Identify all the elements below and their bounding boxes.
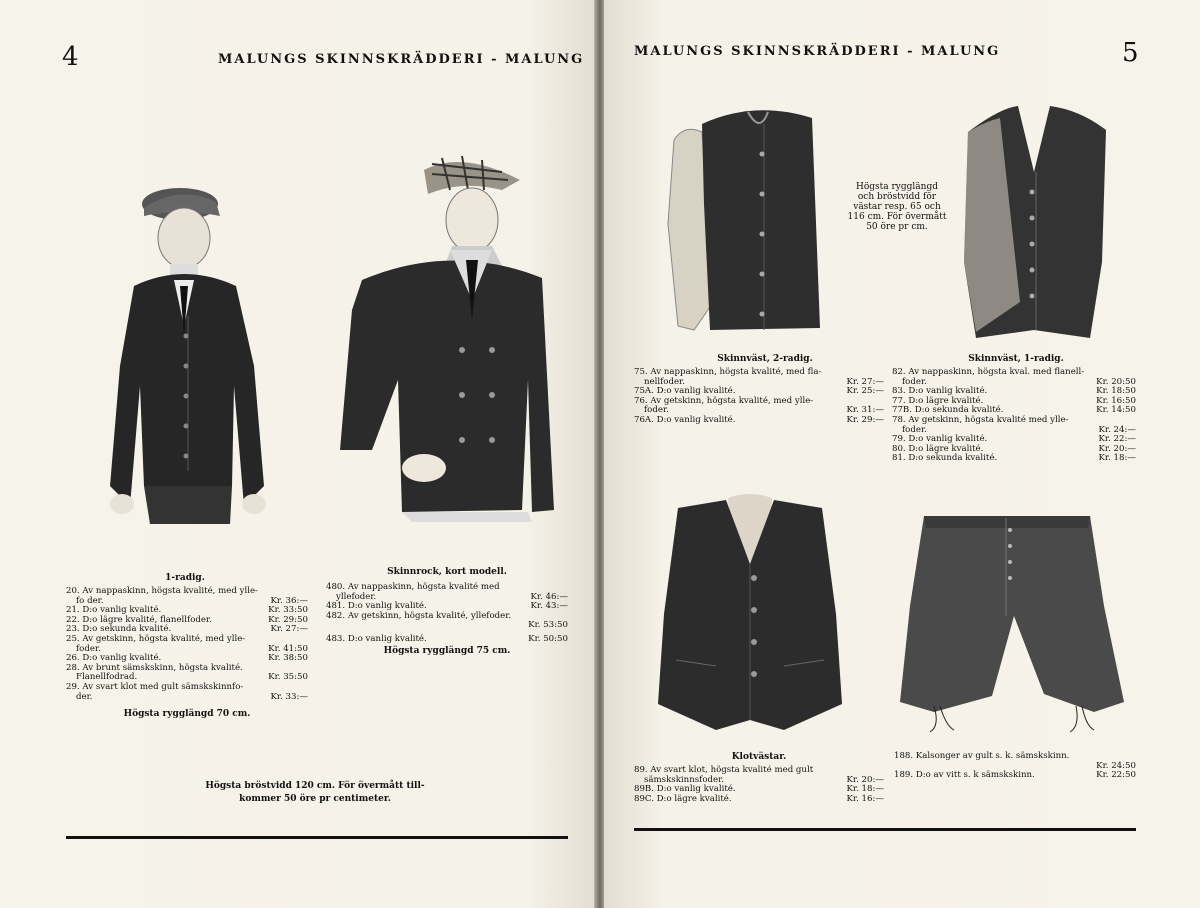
row-text: 22. D:o lägre kvalité, flanellfoder.	[66, 614, 212, 625]
row-text: Flanellfodrad.	[76, 672, 138, 683]
row-text: 76. Av getskinn, högsta kvalité, med ylle-	[634, 395, 814, 406]
price-row	[66, 693, 308, 703]
row-text: 483. D:o vanlig kvalité.	[326, 633, 427, 644]
size-note-line: 116 cm. För övermått	[847, 212, 947, 222]
row-text: 480. Av nappaskinn, högsta kvalité med	[326, 582, 500, 592]
size-note-line: västar resp. 65 och	[853, 202, 941, 212]
row-price: Kr. 25:—	[846, 386, 884, 397]
price-row	[892, 454, 1136, 464]
row-text: 188. Kalsonger av gult s. k. sämskskinn.	[894, 751, 1070, 761]
row-text: foder.	[902, 424, 927, 435]
row-price: Kr. 16:—	[846, 793, 884, 804]
row-price: Kr. 41:50	[268, 643, 308, 654]
row-text: foder.	[76, 643, 101, 654]
price-row	[634, 795, 884, 805]
price-list-skinnvast-2-radig	[634, 368, 884, 426]
size-note-line: och bröstvidd för	[857, 192, 937, 202]
row-text: 79. D:o vanlig kvalité.	[892, 434, 988, 445]
jacket-1-radig-illustration	[104, 186, 276, 526]
row-text: yllefoder.	[336, 591, 377, 602]
row-price: Kr. 20:—	[846, 774, 884, 785]
row-text: 75. Av nappaskinn, högsta kvalité, med fla-	[634, 367, 822, 377]
row-text: 89C. D:o lägre kvalité.	[634, 793, 732, 804]
price-list-1-radig	[66, 587, 308, 702]
footer-note-line: kommer 50 öre pr centimeter.	[239, 794, 391, 804]
item-caption-klotvastar: Klotvästar.	[731, 752, 787, 762]
price-list-kalsonger	[894, 752, 1136, 781]
item-caption-skinnrock: Skinnrock, kort modell.	[387, 567, 507, 577]
row-text: 189. D:o av vitt s. k sämskskinn.	[894, 770, 1035, 781]
running-head: MALUNGS SKINNSKRÄDDERI - MALUNG	[634, 44, 1001, 59]
row-price: Kr. 35:50	[268, 672, 308, 683]
row-text: 78. Av getskinn, högsta kvalité med ylle-	[892, 414, 1069, 425]
row-price: Kr. 16:50	[1096, 395, 1136, 406]
row-text: 76A. D:o vanlig kvalité.	[634, 414, 736, 425]
row-text: 25. Av getskinn, högsta kvalité, med ylle-	[66, 633, 246, 644]
price-list-skinnrock	[326, 583, 568, 645]
size-note-line: 50 öre pr cm.	[866, 222, 928, 232]
size-note	[832, 182, 962, 232]
row-price: Kr. 31:—	[846, 405, 884, 416]
row-text: 77B. D:o sekunda kvalité.	[892, 405, 1004, 416]
item-caption-skinnvast-2-radig: Skinnväst, 2-radig.	[717, 354, 813, 364]
left-page	[0, 0, 596, 908]
item-caption-1-radig: 1-radig.	[165, 573, 205, 583]
row-price: Kr. 43:—	[530, 601, 568, 612]
row-price: Kr. 18:—	[1098, 453, 1136, 464]
row-price: Kr. 50:50	[528, 633, 568, 644]
klotvast-illustration	[654, 494, 844, 740]
row-text: 75A. D:o vanlig kvalité.	[634, 386, 736, 397]
row-text: 26. D:o vanlig kvalité.	[66, 653, 162, 664]
row-text: fo der.	[76, 595, 104, 606]
price-list-skinnvast-1-radig	[892, 368, 1136, 464]
vest-1-radig-illustration	[960, 102, 1108, 342]
row-price: Kr. 53:50	[528, 620, 568, 631]
row-price: Kr. 29:50	[268, 614, 308, 625]
row-price: Kr. 20:50	[1096, 376, 1136, 387]
right-page	[604, 0, 1200, 908]
row-text: der.	[76, 691, 93, 702]
row-text: 21. D:o vanlig kvalité.	[66, 605, 162, 616]
item-note-1-radig: Högsta rygglängd 70 cm.	[123, 709, 251, 719]
row-price: Kr. 24:50	[1096, 760, 1136, 771]
footer-note-line: Högsta bröstvidd 120 cm. För övermått till-	[205, 781, 425, 791]
row-price: Kr. 20:—	[1098, 443, 1136, 454]
row-price: Kr. 22:50	[1096, 770, 1136, 781]
row-price: Kr. 46:—	[530, 591, 568, 602]
bottom-rule	[634, 828, 1136, 831]
row-price: Kr. 27:—	[270, 624, 308, 635]
row-text: 481. D:o vanlig kvalité.	[326, 601, 427, 612]
size-note-line: Högsta rygglängd	[856, 182, 938, 192]
row-text: 29. Av svart klot med gult sämskskinnfo-	[66, 681, 244, 692]
price-row	[326, 621, 568, 631]
vest-2-radig-illustration	[664, 104, 822, 340]
row-text: sämskskinnsfoder.	[644, 774, 724, 785]
row-price: Kr. 27:—	[846, 376, 884, 387]
kalsonger-illustration	[894, 506, 1124, 738]
row-price: Kr. 33:—	[270, 691, 308, 702]
row-text: 28. Av brunt sämskskinn, högsta kvalité.	[66, 662, 243, 673]
row-text: 89. Av svart klot, högsta kvalité med gult	[634, 765, 814, 775]
row-price: Kr. 14:50	[1096, 405, 1136, 416]
row-text: 83. D:o vanlig kvalité.	[892, 386, 988, 397]
price-row	[326, 635, 568, 645]
bottom-rule	[66, 836, 568, 839]
page-number: 5	[1122, 38, 1139, 68]
row-text: nellfoder.	[644, 376, 685, 387]
item-note-skinnrock: Högsta rygglängd 75 cm.	[383, 646, 511, 656]
row-text: 482. Av getskinn, högsta kvalité, yllefoder.	[326, 610, 512, 621]
row-price: Kr. 29:—	[846, 414, 884, 425]
row-price: Kr. 18:—	[846, 784, 884, 795]
row-price: Kr. 22:—	[1098, 434, 1136, 445]
row-text: foder.	[902, 376, 927, 387]
price-row	[634, 416, 884, 426]
price-row	[894, 771, 1136, 781]
page-number: 4	[62, 42, 79, 72]
price-list-klotvastar	[634, 766, 884, 804]
row-text: 23. D:o sekunda kvalité.	[66, 624, 172, 635]
row-price: Kr. 33:50	[268, 605, 308, 616]
row-price: Kr. 24:—	[1098, 424, 1136, 435]
footer-note	[180, 780, 450, 806]
item-caption-skinnvast-1-radig: Skinnväst, 1-radig.	[968, 354, 1064, 364]
skinnrock-illustration	[332, 150, 556, 525]
row-price: Kr. 38:50	[268, 653, 308, 664]
row-text: 89B. D:o vanlig kvalité.	[634, 784, 736, 795]
running-head: MALUNGS SKINNSKRÄDDERI - MALUNG	[218, 52, 585, 67]
row-text: 80. D:o lägre kvalité.	[892, 443, 984, 454]
row-price: Kr. 18:50	[1096, 386, 1136, 397]
row-text: 81. D:o sekunda kvalité.	[892, 453, 998, 464]
row-text: 82. Av nappaskinn, högsta kval. med flanell-	[892, 367, 1085, 377]
row-text: 77. D:o lägre kvalité.	[892, 395, 984, 406]
row-text: foder.	[644, 405, 669, 416]
row-text: 20. Av nappaskinn, högsta kvalité, med ylle-	[66, 586, 258, 596]
row-price: Kr. 36:—	[270, 595, 308, 606]
